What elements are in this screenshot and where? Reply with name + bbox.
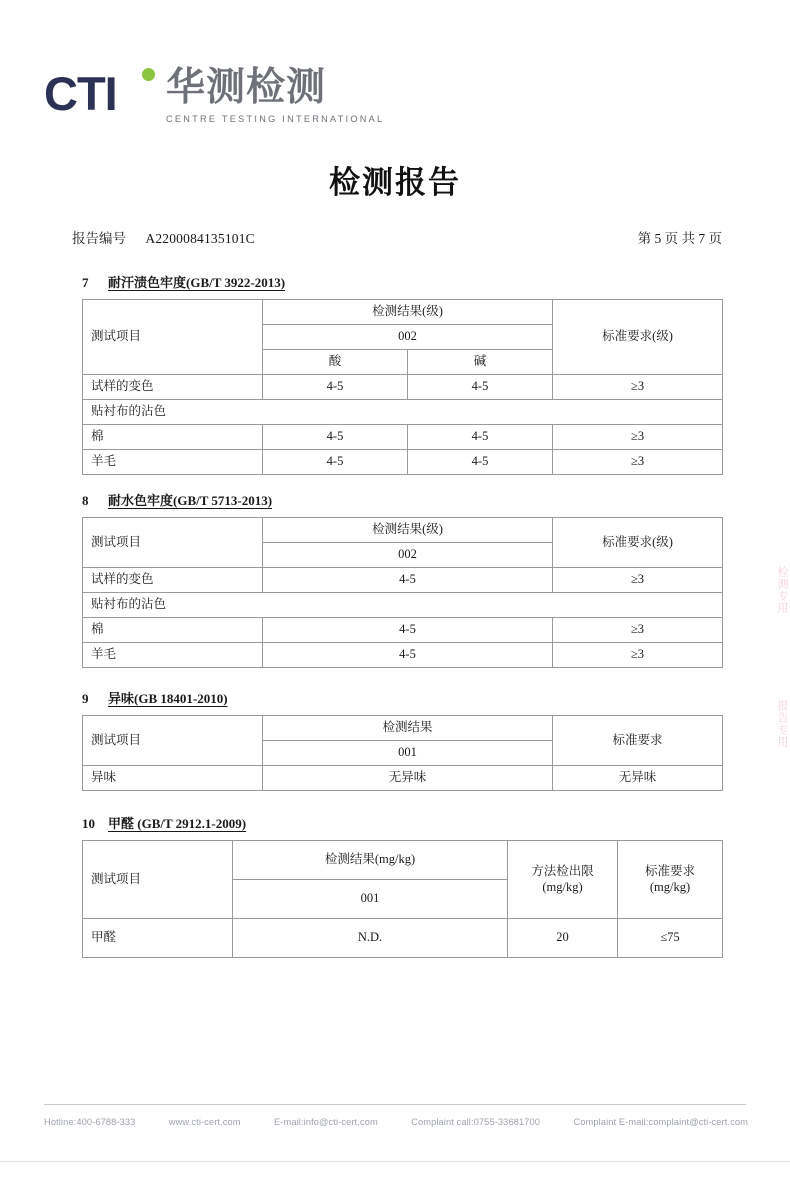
col-header-lod	[508, 841, 618, 919]
section-8-title: 耐水色牢度(GB/T 5713-2013)	[108, 493, 273, 508]
report-number-value: A2200084135101C	[145, 231, 255, 246]
footer-hotline: Hotline:400-6788-333	[44, 1117, 136, 1127]
section-7	[82, 272, 722, 475]
subheader-acid: 酸	[263, 350, 408, 375]
section-7-number: 7	[82, 275, 89, 290]
page-footer	[44, 1117, 748, 1127]
section-9-number: 9	[82, 691, 89, 706]
col-header-result: 检测结果(mg/kg)	[233, 841, 508, 880]
row-item: 试样的变色	[83, 375, 263, 400]
table-row	[83, 300, 723, 325]
section-8-table	[82, 517, 723, 668]
row-item: 羊毛	[83, 643, 263, 668]
table-row	[83, 841, 723, 880]
footer-email[interactable]: E-mail:info@cti-cert.com	[274, 1117, 378, 1127]
sample-id: 002	[263, 325, 553, 350]
row-value-acid: 4-5	[263, 375, 408, 400]
edge-stamp-fragment-top: 检测专用	[776, 566, 789, 614]
footer-website[interactable]: www.cti-cert.com	[168, 1117, 241, 1127]
footer-divider	[44, 1104, 746, 1105]
row-item: 异味	[83, 766, 263, 791]
row-item: 羊毛	[83, 450, 263, 475]
section-10	[82, 813, 722, 958]
report-number-label: 报告编号	[72, 231, 126, 246]
logo-green-dot-icon	[142, 68, 155, 81]
row-standard: ≥3	[553, 618, 723, 643]
row-item-merged: 贴衬布的沾色	[83, 400, 723, 425]
row-value: 4-5	[263, 618, 553, 643]
row-standard: ≥3	[553, 425, 723, 450]
row-standard: ≥3	[553, 568, 723, 593]
row-value: 4-5	[263, 568, 553, 593]
section-9	[82, 688, 722, 791]
col-header-standard: 标准要求(级)	[553, 300, 723, 375]
sample-id: 001	[263, 741, 553, 766]
row-item: 试样的变色	[83, 568, 263, 593]
sample-id: 002	[263, 543, 553, 568]
page-title: 检测报告	[329, 165, 461, 201]
section-8-number: 8	[82, 493, 89, 508]
row-standard: ≤75	[618, 919, 723, 958]
col-header-item: 测试项目	[83, 716, 263, 766]
table-row	[83, 766, 723, 791]
table-row	[83, 375, 723, 400]
section-7-heading	[82, 272, 722, 291]
logo-wordmark: CTI	[44, 67, 117, 120]
section-9-heading	[82, 688, 722, 707]
row-value-acid: 4-5	[263, 425, 408, 450]
row-value-alkali: 4-5	[408, 375, 553, 400]
section-8-heading	[82, 490, 722, 509]
table-row	[83, 618, 723, 643]
col-header-lod-line1: 方法检出限	[531, 863, 594, 878]
table-row	[83, 919, 723, 958]
col-header-standard	[618, 841, 723, 919]
table-row	[83, 643, 723, 668]
edge-stamp-fragment-bottom: 报告专用	[776, 700, 789, 748]
row-value: 4-5	[263, 643, 553, 668]
section-9-table	[82, 715, 723, 791]
subheader-alkali: 碱	[408, 350, 553, 375]
col-header-standard: 标准要求	[553, 716, 723, 766]
footer-complaint-email[interactable]: Complaint E-mail:complaint@cti-cert.com	[573, 1117, 748, 1127]
table-row	[83, 450, 723, 475]
row-value: 无异味	[263, 766, 553, 791]
row-standard: ≥3	[553, 643, 723, 668]
section-10-table	[82, 840, 723, 958]
section-10-number: 10	[82, 816, 95, 831]
section-8	[82, 490, 722, 668]
col-header-item: 测试项目	[83, 300, 263, 375]
col-header-result: 检测结果	[263, 716, 553, 741]
table-row	[83, 400, 723, 425]
row-value: N.D.	[233, 919, 508, 958]
table-row	[83, 518, 723, 543]
section-7-table	[82, 299, 723, 475]
col-header-item: 测试项目	[83, 841, 233, 919]
section-9-title: 异味(GB 18401-2010)	[108, 691, 228, 706]
table-row	[83, 593, 723, 618]
table-row	[83, 425, 723, 450]
row-value-acid: 4-5	[263, 450, 408, 475]
col-header-standard: 标准要求(级)	[553, 518, 723, 568]
row-standard: 无异味	[553, 766, 723, 791]
row-item: 棉	[83, 618, 263, 643]
row-value-alkali: 4-5	[408, 450, 553, 475]
cti-logo	[44, 65, 385, 130]
section-10-heading	[82, 813, 722, 832]
row-item: 棉	[83, 425, 263, 450]
row-lod: 20	[508, 919, 618, 958]
logo-subtitle: CENTRE TESTING INTERNATIONAL	[166, 114, 385, 124]
col-header-standard-line1: 标准要求	[644, 863, 695, 878]
table-row	[83, 716, 723, 741]
row-standard: ≥3	[553, 450, 723, 475]
row-value-alkali: 4-5	[408, 425, 553, 450]
footer-complaint-call: Complaint call:0755-33681700	[411, 1117, 541, 1127]
row-item-merged: 贴衬布的沾色	[83, 593, 723, 618]
row-standard: ≥3	[553, 375, 723, 400]
page-bottom-edge	[0, 1161, 790, 1162]
col-header-item: 测试项目	[83, 518, 263, 568]
sample-id: 001	[233, 880, 508, 919]
col-header-result: 检测结果(级)	[263, 518, 553, 543]
col-header-result: 检测结果(级)	[263, 300, 553, 325]
report-number	[72, 227, 255, 247]
section-7-title: 耐汗渍色牢度(GB/T 3922-2013)	[108, 275, 286, 290]
logo-chinese-name: 华测检测	[166, 65, 327, 110]
col-header-lod-line2: (mg/kg)	[542, 879, 583, 894]
table-row	[83, 568, 723, 593]
page-indicator: 第 5 页 共 7 页	[637, 231, 722, 246]
col-header-standard-line2: (mg/kg)	[649, 879, 691, 894]
report-meta	[72, 227, 722, 247]
section-10-title: 甲醛 (GB/T 2912.1-2009)	[108, 816, 247, 831]
row-item: 甲醛	[83, 919, 233, 958]
